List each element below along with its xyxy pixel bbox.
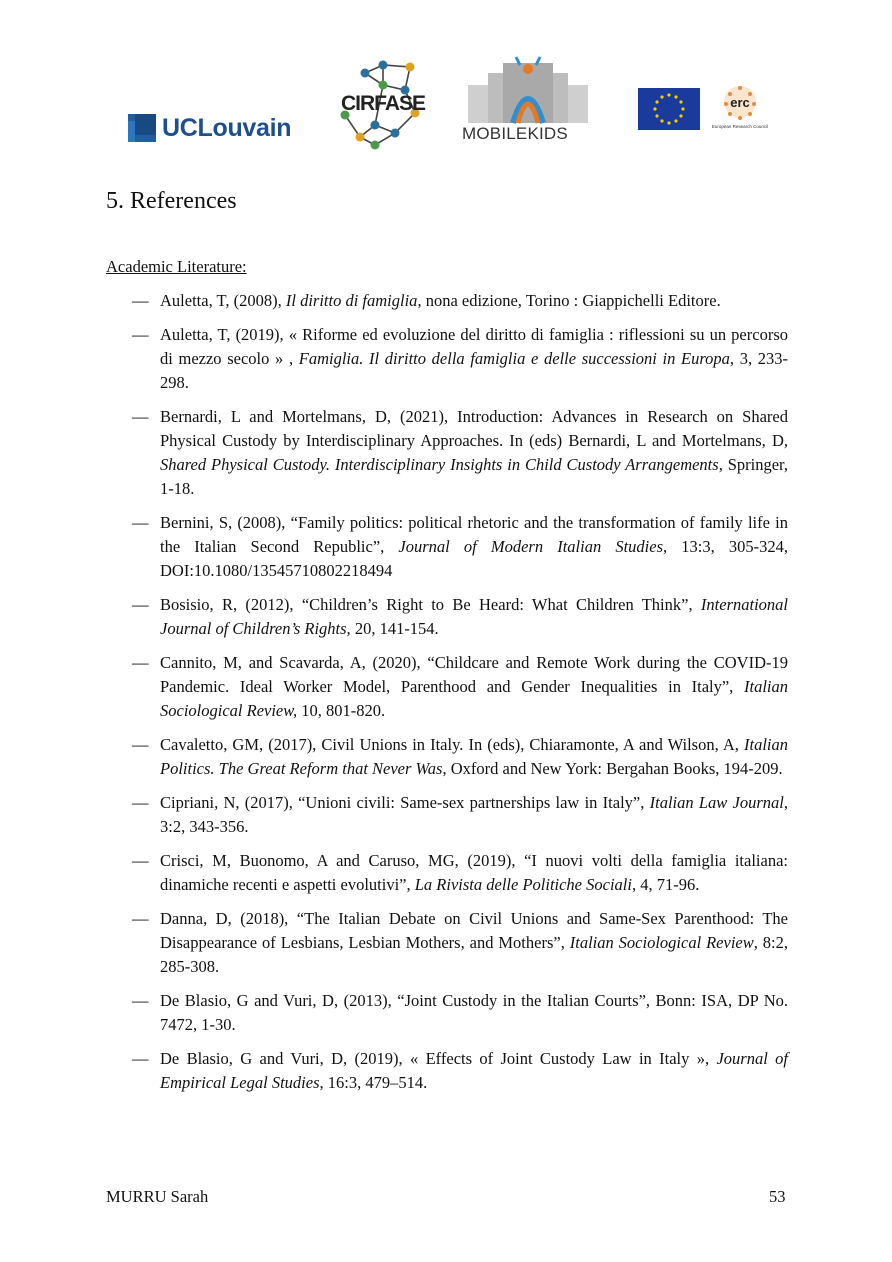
footer-author: MURRU Sarah [106, 1187, 209, 1206]
cirfase-logo [335, 55, 430, 155]
bullet-dash: — [132, 793, 149, 812]
reference-item [106, 907, 788, 979]
reference-title-italic: Shared Physical Custody. Interdisciplinary Insights in Child Custody Arrangements [160, 455, 719, 474]
reference-text: , 3:2, 343-356. [160, 793, 788, 836]
reference-item [106, 405, 788, 501]
reference-item [106, 323, 788, 395]
reference-text: Danna, D, (2018), “The Italian Debate on Civil Unions and Same-Sex Parenthood: The Disappearance of Lesbians, Lesbian Mothers, and Mothers”, [160, 909, 788, 952]
page-number: 53 [769, 1187, 786, 1206]
reference-text: Cavaletto, GM, (2017), Civil Unions in Italy. In (eds), Chiaramonte, A and Wilson, A, [160, 735, 744, 754]
mobilekids-wordmark: MOBILEKIDS [462, 124, 568, 143]
bullet-dash: — [132, 653, 149, 672]
reference-item [106, 651, 788, 723]
reference-text: , 16:3, 479–514. [319, 1073, 428, 1092]
uclouvain-mark-icon [128, 114, 156, 142]
bullet-dash: — [132, 909, 149, 928]
reference-title-italic: Italian Law Journal [649, 793, 784, 812]
reference-title-italic: International Journal of Children’s Rights, [160, 595, 788, 638]
reference-item [106, 791, 788, 839]
reference-text: 10, 801-820. [297, 701, 386, 720]
bullet-dash: — [132, 291, 149, 310]
section-title: 5. References [106, 188, 237, 214]
reference-item [106, 989, 788, 1037]
reference-text: , 8:2, 285-308. [160, 933, 788, 976]
reference-text: Bosisio, R, (2012), “Children’s Right to Be Heard: What Children Think”, [160, 595, 701, 614]
erc-wordmark: erc [730, 95, 750, 110]
reference-text: De Blasio, G and Vuri, D, (2013), “Joint Custody in the Italian Courts”, Bonn: ISA, DP No. 7472, 1-30. [160, 991, 788, 1034]
reference-text: , 4, 71-96. [631, 875, 700, 894]
reference-title-italic: Famiglia. Il diritto della famiglia e delle successioni in Europa [298, 349, 730, 368]
reference-text: , 13:3, 305-324, DOI:10.1080/13545710802218494 [160, 537, 788, 580]
bullet-dash: — [132, 735, 149, 754]
reference-title-italic: Italian Sociological Review [569, 933, 754, 952]
reference-title-italic: Journal of Modern Italian Studies [398, 537, 664, 556]
reference-item [106, 1047, 788, 1095]
reference-text: Auletta, T, (2008), [160, 291, 286, 310]
logo-bar [0, 50, 892, 160]
reference-title-italic: Il diritto di famiglia [285, 291, 418, 310]
reference-text: De Blasio, G and Vuri, D, (2019), « Effects of Joint Custody Law in Italy », [160, 1049, 717, 1068]
cirfase-wordmark: CIRFASE [341, 92, 426, 115]
subheading-academic-literature: Academic Literature: [106, 257, 247, 276]
reference-item [106, 289, 788, 313]
erc-caption: European Research Council [711, 124, 769, 129]
reference-text: Auletta, T, (2019), « Riforme ed evoluzione del diritto di famiglia : riflessioni su un percorso di mezzo secolo » , [160, 325, 788, 368]
uclouvain-logo [128, 113, 291, 143]
bullet-dash: — [132, 513, 149, 532]
reference-item [106, 593, 788, 641]
reference-text: 20, 141-154. [350, 619, 439, 638]
reference-text: Cipriani, N, (2017), “Unioni civili: Same-sex partnerships law in Italy”, [160, 793, 650, 812]
bullet-dash: — [132, 851, 149, 870]
reference-text: , nona edizione, Torino : Giappichelli Editore. [417, 291, 721, 310]
bullet-dash: — [132, 325, 149, 344]
bullet-dash: — [132, 407, 149, 426]
mobilekids-building-icon [458, 55, 598, 125]
reference-text: Bernardi, L and Mortelmans, D, (2021), Introduction: Advances in Research on Shared Physical Custody by Interdisciplinary Approaches. In (eds) Bernardi, L and Mortelmans, D, [160, 407, 788, 450]
eu-flag-logo [638, 88, 700, 130]
reference-item [106, 511, 788, 583]
mobilekids-logo [458, 55, 598, 155]
reference-list [106, 289, 788, 1105]
reference-text: Cannito, M, and Scavarda, A, (2020), “Childcare and Remote Work during the COVID-19 Pandemic. Ideal Worker Model, Parenthood and Gender Inequalities in Italy”, [160, 653, 788, 696]
erc-logo [704, 82, 776, 144]
reference-text: , 3, 233-298. [160, 349, 788, 392]
reference-title-italic: Italian Sociological Review, [160, 677, 788, 720]
reference-text: , Oxford and New York: Bergahan Books, 194-209. [442, 759, 783, 778]
reference-text: , Springer, 1-18. [160, 455, 788, 498]
reference-title-italic: La Rivista delle Politiche Sociali [414, 875, 632, 894]
reference-text: Crisci, M, Buonomo, A and Caruso, MG, (2019), “I nuovi volti della famiglia italiana: dinamiche recenti e aspetti evolutivi”, [160, 851, 788, 894]
bullet-dash: — [132, 595, 149, 614]
eu-flag-icon [638, 88, 700, 130]
reference-item [106, 849, 788, 897]
reference-item [106, 733, 788, 781]
uclouvain-wordmark: UCLouvain [162, 113, 292, 142]
erc-dots-icon [704, 82, 776, 126]
bullet-dash: — [132, 991, 149, 1010]
reference-title-italic: Journal of Empirical Legal Studies [160, 1049, 788, 1092]
bullet-dash: — [132, 1049, 149, 1068]
reference-text: Bernini, S, (2008), “Family politics: political rhetoric and the transformation of family life in the Italian Second Republic”, [160, 513, 788, 556]
reference-title-italic: Italian Politics. The Great Reform that Never Was [160, 735, 788, 778]
